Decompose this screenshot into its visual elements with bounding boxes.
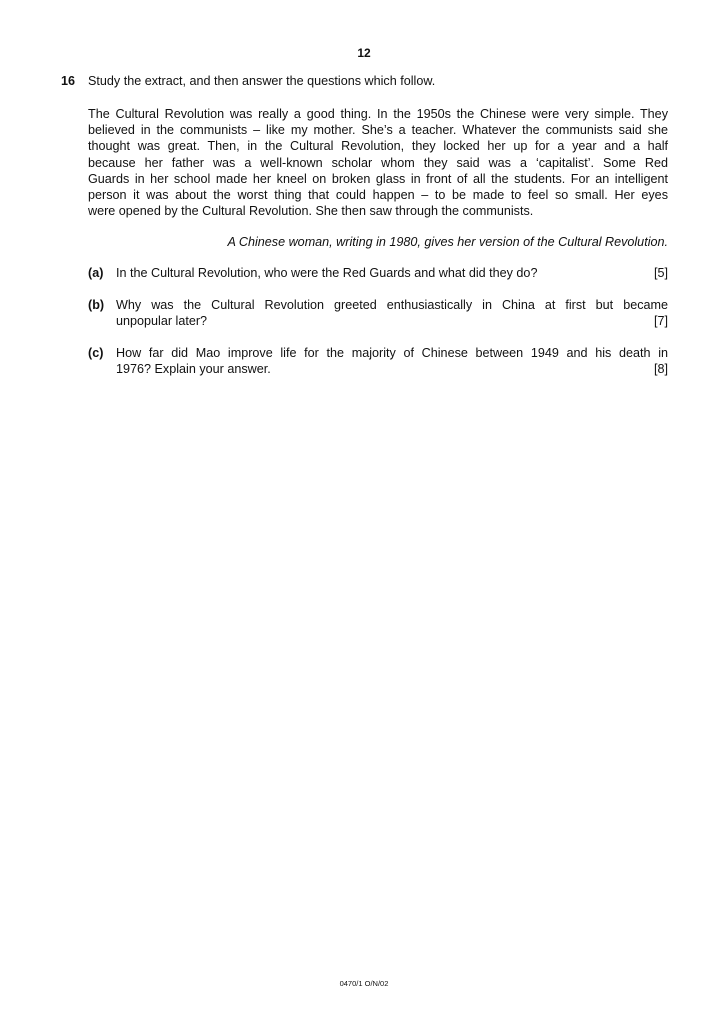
extract-attribution: A Chinese woman, writing in 1980, gives her version of the Cultural Revolution. <box>227 235 668 249</box>
extract-line: believed in the communists – like my mother. She’s a teacher. Whatever the communists said she <box>88 123 668 138</box>
part-marks: [8] <box>653 362 668 377</box>
source-extract <box>88 106 668 219</box>
question-part-a <box>88 265 668 281</box>
part-line: Why was the Cultural Revolution greeted enthusiastically in China at first but became <box>116 298 668 312</box>
part-text <box>116 345 668 377</box>
extract-line: because her father was a well-known scholar whom they said was a ‘capitalist’. Some Red <box>88 155 668 170</box>
extract-line: thought was great. Then, in the Cultural Revolution, they locked her up for a year and a half <box>88 139 668 154</box>
page-number: 12 <box>357 46 371 60</box>
part-text <box>116 265 668 281</box>
part-line: In the Cultural Revolution, who were the Red Guards and what did they do? <box>116 266 538 280</box>
extract-line: person it was about the worst thing that could happen – to be made to feel so small. Her eyes <box>88 188 668 203</box>
question-number: 16 <box>61 74 76 88</box>
extract-line: were opened by the Cultural Revolution. She then saw through the communists. <box>88 204 534 219</box>
part-line: How far did Mao improve life for the majority of Chinese between 1949 and his death in <box>116 346 668 360</box>
part-line: 1976? Explain your answer. <box>116 362 271 377</box>
part-marks: [5] <box>653 266 668 280</box>
part-marks: [7] <box>653 314 668 329</box>
question-intro: Study the extract, and then answer the questions which follow. <box>88 74 436 88</box>
question-part-b <box>88 297 668 329</box>
part-label: (c) <box>88 346 104 360</box>
part-text <box>116 297 668 329</box>
extract-line: Guards in her school made her kneel on broken glass in front of all the students. For an intelligent <box>88 171 668 186</box>
part-label: (a) <box>88 266 104 280</box>
part-label: (b) <box>88 298 105 312</box>
part-line: unpopular later? <box>116 314 208 329</box>
question-part-c <box>88 345 668 377</box>
extract-line: The Cultural Revolution was really a good thing. In the 1950s the Chinese were very simple. They <box>88 107 668 121</box>
page-footer: 0470/1 O/N/02 <box>339 979 389 988</box>
